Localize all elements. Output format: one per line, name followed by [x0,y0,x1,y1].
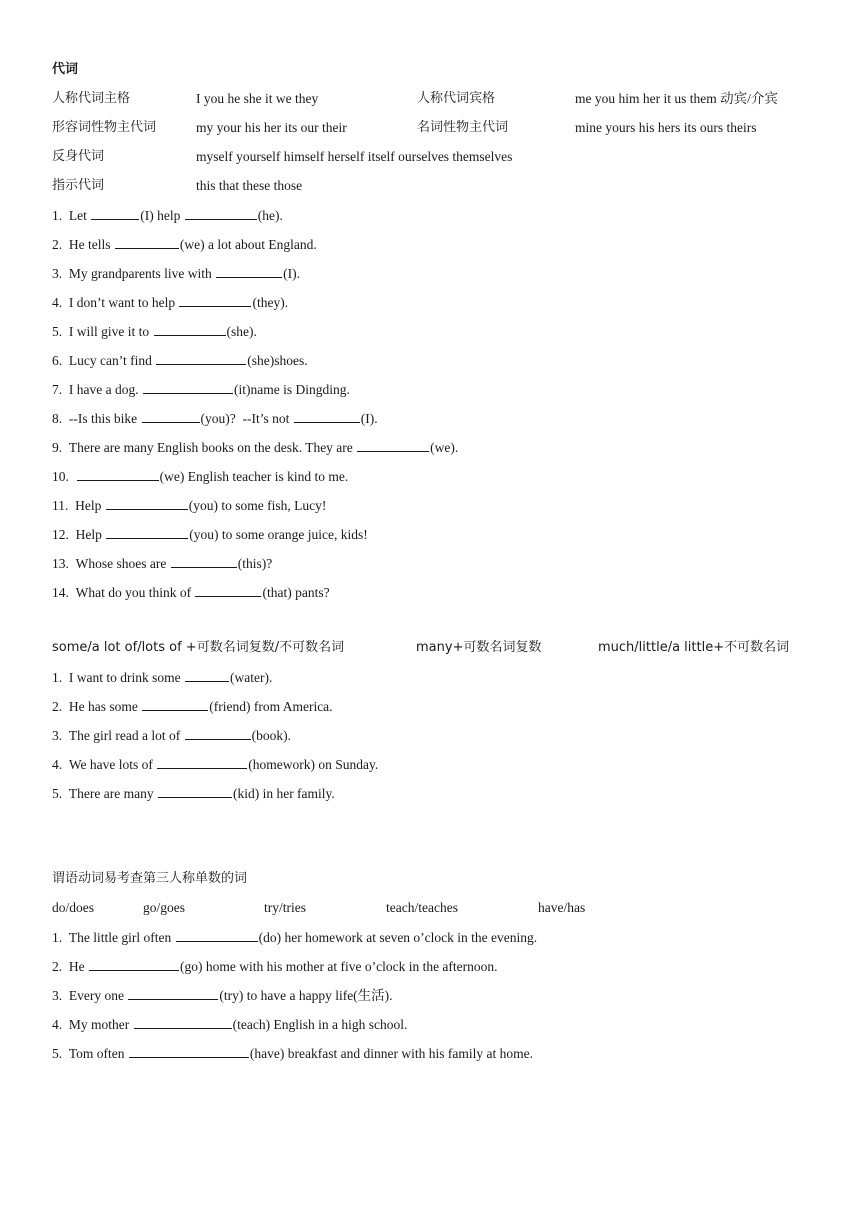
exercise-text: Whose shoes are [75,556,170,571]
verb-form: go/goes [143,900,185,915]
exercise-number: 14. [52,585,76,600]
answer-blank[interactable] [134,1015,232,1029]
exercise-item [52,697,333,716]
pronoun-row-forms: myself yourself himself herself itself ourselves themselves [196,149,513,164]
exercise-text: My grandparents live with [68,266,216,281]
answer-blank[interactable] [171,554,237,568]
pronoun-row-forms: I you he she it we they [196,91,319,106]
exercise-text: (friend) from America. [209,699,333,714]
exercise-number: 1. [52,670,69,685]
exercise-number: 7. [52,382,69,397]
exercise-item [52,264,300,283]
exercise-text: (you)? --It’s not [200,411,293,426]
exercise-text: (I). [283,266,300,281]
exercise-number: 1. [52,930,69,945]
exercise-text: Tom often [68,1046,128,1061]
exercise-item [52,986,393,1005]
quantifier-rule: many+可数名词复数 [416,640,542,655]
exercise-item [52,496,326,515]
exercise-text: --Is this bike [68,411,141,426]
exercise-item [52,235,317,254]
answer-blank[interactable] [179,293,251,307]
verb-form: try/tries [264,900,306,915]
exercise-text: (homework) on Sunday. [248,757,379,772]
exercise-text: Every one [68,988,128,1003]
pronoun-row-label-2: 人称代词宾格 [417,91,496,106]
pronoun-row-label: 形容词性物主代词 [52,120,157,135]
pronoun-row-label-2: 名词性物主代词 [417,120,509,135]
answer-blank[interactable] [195,583,261,597]
exercise-text: (this)? [237,556,273,571]
exercise-text: (she)shoes. [247,353,308,368]
pronoun-row-label: 人称代词主格 [52,91,131,106]
exercise-number: 4. [52,295,69,310]
exercise-number: 6. [52,353,69,368]
answer-blank[interactable] [106,496,188,510]
answer-blank[interactable] [142,697,208,711]
exercise-text: There are many [68,786,157,801]
answer-blank[interactable] [185,206,257,220]
exercise-item [52,668,272,687]
answer-blank[interactable] [216,264,282,278]
exercise-number: 2. [52,699,69,714]
answer-blank[interactable] [91,206,139,220]
exercise-text: (she). [226,324,257,339]
exercise-number: 9. [52,440,69,455]
exercise-text: (I). [360,411,378,426]
exercise-item [52,726,291,745]
exercise-item [52,554,272,573]
exercise-text: (book). [251,728,291,743]
exercise-text: (we) a lot about England. [179,237,317,252]
exercise-text: (we) English teacher is kind to me. [159,469,349,484]
answer-blank[interactable] [154,322,226,336]
answer-blank[interactable] [176,928,258,942]
answer-blank[interactable] [185,726,251,740]
exercise-item [52,380,350,399]
exercise-text: The girl read a lot of [68,728,184,743]
exercise-text: I don’t want to help [68,295,179,310]
answer-blank[interactable] [128,986,218,1000]
pronoun-row-forms: my your his her its our their [196,120,347,135]
pronoun-row-forms-2: mine yours his hers its ours theirs [575,120,757,135]
exercise-text: I have a dog. [68,382,142,397]
exercise-text: I will give it to [68,324,153,339]
exercise-item [52,784,335,803]
answer-blank[interactable] [185,668,229,682]
exercise-text: Help [75,498,105,513]
exercise-item [52,957,498,976]
exercise-text: (you) to some fish, Lucy! [188,498,327,513]
exercise-number: 2. [52,959,69,974]
quantifier-rule: much/little/a little+不可数名词 [598,640,790,655]
answer-blank[interactable] [157,755,247,769]
exercise-item [52,928,537,947]
verb-form: teach/teaches [386,900,458,915]
answer-blank[interactable] [156,351,246,365]
answer-blank[interactable] [142,409,200,423]
exercise-text: Help [75,527,106,542]
exercise-text: (they). [252,295,289,310]
exercise-text: My mother [68,1017,133,1032]
exercise-item [52,206,283,225]
exercise-item [52,583,330,602]
exercise-text: (do) her homework at seven o’clock in the evening. [258,930,538,945]
exercise-text: He has some [68,699,142,714]
answer-blank[interactable] [158,784,232,798]
section-title-verbs: 谓语动词易考查第三人称单数的词 [52,871,248,886]
answer-blank[interactable] [89,957,179,971]
exercise-text: (he). [257,208,283,223]
exercise-item [52,409,378,428]
verb-form: do/does [52,900,94,915]
exercise-text: (it)name is Dingding. [233,382,350,397]
exercise-text: He tells [68,237,114,252]
answer-blank[interactable] [357,438,429,452]
exercise-text: (go) home with his mother at five o’clock in the afternoon. [180,959,498,974]
exercise-number: 11. [52,498,76,513]
exercise-text: What do you think of [75,585,195,600]
exercise-text: (I) help [140,208,184,223]
exercise-text: Let [68,208,91,223]
exercise-text: (kid) in her family. [232,786,335,801]
exercise-number: 12. [52,527,76,542]
exercise-text: (water). [229,670,273,685]
pronoun-row-forms: this that these those [196,178,303,193]
exercise-text: (teach) English in a high school. [232,1017,408,1032]
exercise-number: 1. [52,208,69,223]
answer-blank[interactable] [106,525,188,539]
answer-blank[interactable] [143,380,233,394]
exercise-number: 8. [52,411,69,426]
exercise-item [52,293,288,312]
exercise-text: (that) pants? [262,585,330,600]
exercise-item [52,438,458,457]
exercise-text: I want to drink some [68,670,184,685]
exercise-number: 4. [52,1017,69,1032]
exercise-number: 10. [52,469,76,484]
answer-blank[interactable] [294,409,360,423]
exercise-text: Lucy can’t find [68,353,156,368]
pronoun-row-forms-2: me you him her it us them 动宾/介宾 [575,91,778,106]
exercise-text: The little girl often [68,930,175,945]
exercise-number: 2. [52,237,69,252]
exercise-number: 5. [52,324,69,339]
exercise-text: (we). [430,440,459,455]
exercise-text: (have) breakfast and dinner with his family at home. [249,1046,533,1061]
section-title-pronouns: 代词 [52,62,79,77]
exercise-text: (you) to some orange juice, kids! [189,527,368,542]
answer-blank[interactable] [115,235,179,249]
exercise-item [52,525,368,544]
exercise-item [52,351,308,370]
exercise-number: 3. [52,988,69,1003]
exercise-item [52,1015,407,1034]
exercise-text: We have lots of [68,757,157,772]
exercise-text: There are many English books on the desk. They are [68,440,357,455]
exercise-number: 4. [52,757,69,772]
answer-blank[interactable] [77,467,159,481]
exercise-number: 5. [52,1046,69,1061]
exercise-number: 5. [52,786,69,801]
pronoun-row-label: 反身代词 [52,149,105,164]
exercise-number: 13. [52,556,76,571]
exercise-item [52,1044,533,1063]
exercise-item [52,467,348,486]
quantifier-rule: some/a lot of/lots of +可数名词复数/不可数名词 [52,640,345,655]
exercise-text: He [68,959,88,974]
exercise-number: 3. [52,266,69,281]
verb-form: have/has [538,900,586,915]
exercise-item [52,755,378,774]
exercise-item [52,322,257,341]
answer-blank[interactable] [129,1044,249,1058]
exercise-number: 3. [52,728,69,743]
exercise-text: (try) to have a happy life(生活). [219,988,393,1003]
pronoun-row-label: 指示代词 [52,178,105,193]
